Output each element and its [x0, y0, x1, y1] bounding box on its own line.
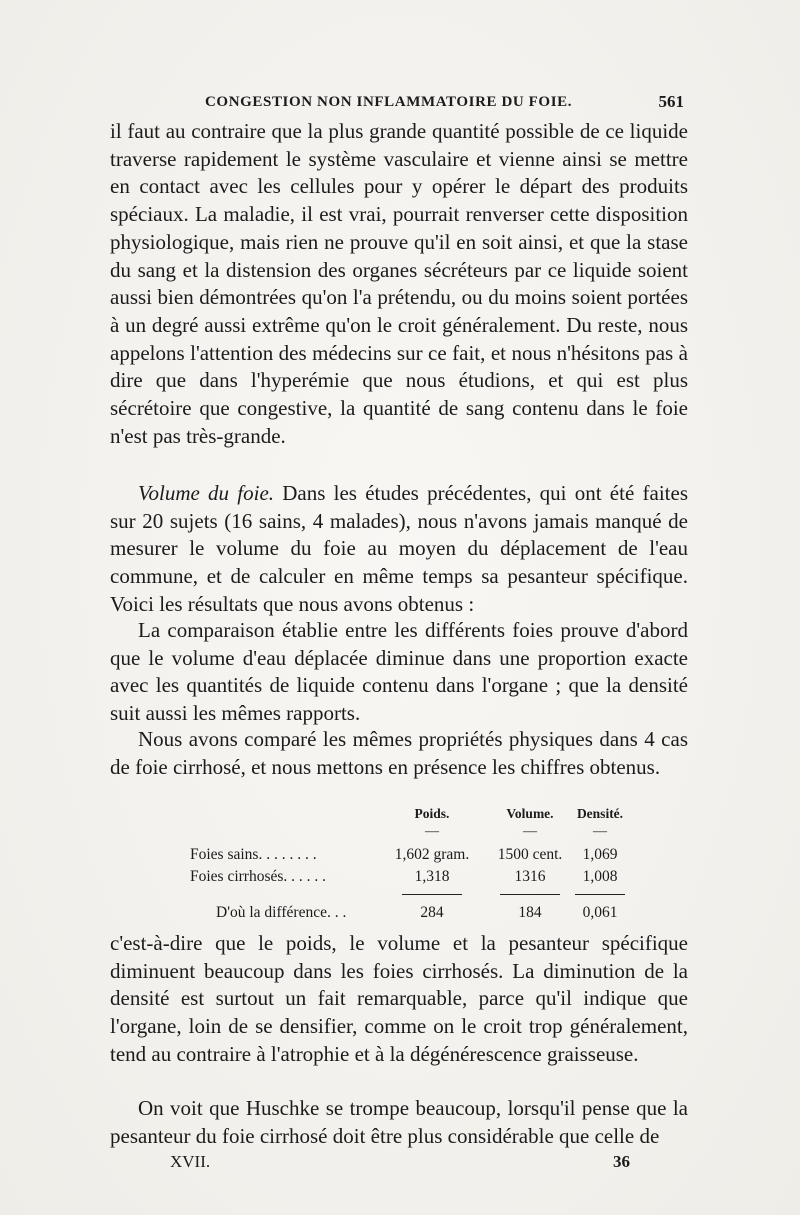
- dash-volume: —: [523, 824, 537, 839]
- cell-densite: 1,008: [582, 868, 618, 885]
- difference-poids: 284: [420, 904, 444, 921]
- section-lead-volume-du-foie: Volume du foie.: [138, 481, 275, 505]
- cell-poids: 1,602 gram.: [394, 846, 470, 863]
- comparison-table: [190, 806, 640, 926]
- table-rule-row: [190, 890, 640, 904]
- paragraph-3-text: La comparaison établie entre les différents foies prouve d'abord que le volume d'eau déplacée diminue dans une proportion exacte avec les quantités de liquide contenu dans l'organe ; que la densité suit aussi les mêmes rapports.: [110, 618, 688, 726]
- column-header-poids: Poids.: [414, 806, 450, 821]
- paragraph-4-text: Nous avons comparé les mêmes propriétés physiques dans 4 cas de foie cirrhosé, et nous mettons en présence les chiffres obtenus.: [110, 727, 688, 779]
- cell-volume: 1500 cent.: [497, 846, 563, 863]
- column-header-volume: Volume.: [506, 806, 554, 821]
- dash-densite: —: [593, 824, 607, 839]
- rule-poids: [402, 894, 462, 895]
- paragraph-6: [110, 1095, 688, 1150]
- table-row: [190, 868, 640, 890]
- paragraph-4: [110, 726, 688, 781]
- cell-poids: 1,318: [414, 868, 450, 885]
- signature-mark: XVII.: [170, 1152, 211, 1171]
- rule-densite: [575, 894, 625, 895]
- dash-poids: —: [425, 824, 439, 839]
- paragraph-5-text: c'est-à-dire que le poids, le volume et la pesanteur spécifique diminuent beaucoup dans les foies cirrhosés. La diminution de la densité est surtout un fait remarquable, parce qu'il indique que l'organe, loin de se densifier, comme on le croit trop généralement, tend au contraire à l'atrophie et à la dégénérescence graisseuse.: [110, 931, 688, 1066]
- table-row: [190, 846, 640, 868]
- page-header: [110, 94, 688, 116]
- row-label: Foies cirrhosés. . . . . .: [190, 868, 327, 885]
- rule-volume: [500, 894, 560, 895]
- table-difference-row: [190, 904, 640, 926]
- difference-densite: 0,061: [582, 904, 618, 921]
- cell-volume: 1316: [514, 868, 546, 885]
- table-dash-row: [190, 824, 640, 846]
- paragraph-5: [110, 930, 688, 1069]
- paragraph-3: [110, 617, 688, 728]
- paragraph-1-text: il faut au contraire que la plus grande quantité possible de ce liquide traverse rapidement le système vasculaire et vienne ainsi se mettre en contact avec les cellules pour y opérer le départ des produits spéciaux. La maladie, il est vrai, pourrait renverser cette disposition physiologique, mais rien ne prouve qu'il en soit ainsi, et que la stase du sang et la distension des organes sécréteurs par ce liquide soient aussi bien démontrées qu'on l'a prétendu, ou du moins soient portées à un degré aussi extrême qu'on le croit généralement. Du reste, nous appelons l'attention des médecins sur ce fait, et nous n'hésitons pas à dire que dans l'hyperémie que nous étudions, et qui est plus sécrétoire que congestive, la quantité de sang contenu dans le foie n'est pas très-grande.: [110, 119, 688, 448]
- page-footer: [110, 1152, 688, 1176]
- page-number: 561: [658, 92, 684, 111]
- paragraph-6-text: On voit que Huschke se trompe beaucoup, lorsqu'il pense que la pesanteur du foie cirrhosé doit être plus considérable que celle de: [110, 1096, 688, 1148]
- running-title: CONGESTION NON INFLAMMATOIRE DU FOIE.: [205, 94, 573, 110]
- difference-volume: 184: [518, 904, 542, 921]
- paragraph-2-text: Dans les études précédentes, qui ont été faites sur 20 sujets (16 sains, 4 malades), nous n'avons jamais manqué de mesurer le volume du foie au moyen du déplacement de l'eau commune, et de calculer en même temps sa pesanteur spécifique. Voici les résultats que nous avons obtenus :: [110, 481, 688, 616]
- sheet-number: 36: [613, 1152, 630, 1171]
- cell-densite: 1,069: [582, 846, 618, 863]
- difference-label: D'où la différence. . .: [216, 904, 347, 921]
- row-label: Foies sains. . . . . . . .: [190, 846, 317, 863]
- paragraph-2: [110, 480, 688, 619]
- paragraph-1: [110, 118, 688, 450]
- column-header-densite: Densité.: [576, 806, 624, 821]
